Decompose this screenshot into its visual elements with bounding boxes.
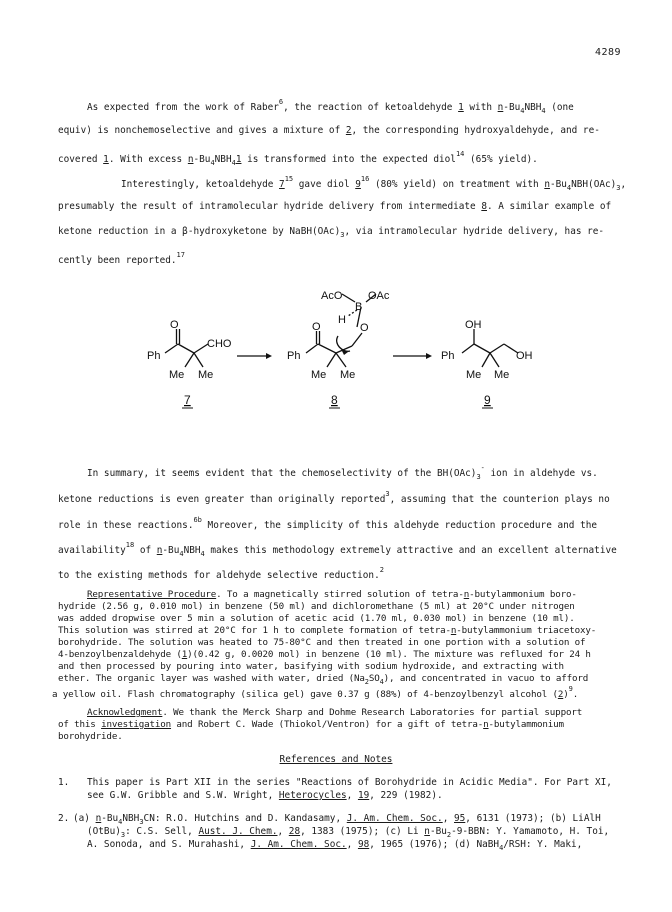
- text-line: see G.W. Gribble and S.W. Wright, Heterocycles, 19, 229 (1982).: [87, 790, 443, 801]
- text-line: role in these reactions.$^{6b}$ Moreover, the simplicity of this aldehyde reduction procedure and the: [58, 516, 598, 531]
- bond: [490, 353, 499, 367]
- bond: [474, 344, 490, 353]
- text-line: As expected from the work of Raber$^6$, the reaction of ketoaldehyde 1 with $n-Bu_4NBH_4$ (one: [87, 98, 574, 115]
- text-line: A. Sonoda, and S. Murahashi, J. Am. Chem. Soc., 98, 1965 (1976); (d) NaBH$_4$/RSH: Y. Maki,: [87, 839, 583, 852]
- bond: [336, 353, 346, 367]
- bond: [194, 344, 208, 353]
- bond: [178, 344, 194, 353]
- arrowhead: [266, 353, 272, 359]
- reference-number: 2.: [58, 813, 70, 824]
- text-line: borohydride.: [58, 731, 123, 742]
- phenyl-label: Ph: [287, 350, 301, 362]
- text-line: ketone reductions is even greater than originally reported$^3$, assuming that the counterion plays no: [58, 490, 610, 505]
- hydroxyl-label: OH: [465, 319, 482, 331]
- bond: [482, 353, 490, 367]
- bond: [327, 353, 336, 367]
- page-number: 4289: [595, 47, 622, 58]
- boron-label: B: [355, 301, 363, 313]
- compound-label-9: 9: [484, 393, 491, 407]
- text-line: 4-benzoylbenzaldehyde (1)(0.42 g, 0.0020 mol) in benzene (10 ml). The mixture was refluxed for 24 h: [58, 649, 591, 660]
- methyl-label: Me: [466, 369, 482, 381]
- bond: [318, 344, 336, 353]
- text-line: and then processed by pouring into water, basifying with sodium hydroxide, and extracting with: [58, 661, 564, 672]
- arrowhead: [426, 353, 432, 359]
- oxygen-label: O: [170, 319, 179, 331]
- bond: [194, 353, 203, 367]
- text-line: Interestingly, ketoaldehyde $7^{15}$ gave diol $9^{16}$ (80% yield) on treatment with $n-Bu_4NBH(OAc)_3$,: [121, 175, 627, 192]
- text-line: This solution was stirred at 20°C for 1 h to complete formation of tetra-n-butylammonium triacetoxy-: [58, 625, 597, 636]
- text-line: This paper is Part XII in the series "Reactions of Borohydride in Acidic Media". For Part XI,: [87, 777, 612, 788]
- phenyl-label: Ph: [147, 350, 161, 362]
- text-line: Representative Procedure. To a magnetically stirred solution of tetra-n-butylammonium boro-: [87, 589, 577, 600]
- text-line: ether. The organic layer was washed with water, dried $(Na_2SO_4)$, and concentrated in vacuo to afford: [58, 673, 589, 686]
- hydride-arrow: [337, 336, 350, 351]
- references-heading: References and Notes: [279, 754, 393, 765]
- methyl-label: Me: [169, 369, 185, 381]
- reaction-scheme: [0, 0, 672, 440]
- text-line: equiv) is nonchemoselective and gives a mixture of 2, the corresponding hydroxyaldehyde, and re-: [58, 125, 600, 136]
- text-line: a yellow oil. Flash chromatography (silica gel) gave 0.37 g (88%) of 4-benzoylbenzyl alcohol $(2)^9$.: [52, 685, 579, 700]
- aldehyde-label: CHO: [207, 338, 232, 350]
- text-line: borohydride. The solution was heated to 75-80°C and then treated in one portion with a solution of: [58, 637, 586, 648]
- reference-number: 1.: [58, 777, 70, 788]
- bond: [306, 344, 318, 353]
- methyl-label: Me: [340, 369, 356, 381]
- methyl-label: Me: [311, 369, 327, 381]
- hydride-label: H: [338, 314, 346, 326]
- text-line: covered 1. With excess $n-Bu_4NBH_41$ is transformed into the expected diol$^{14}$ (65% yield).: [58, 150, 538, 167]
- bond: [490, 344, 504, 353]
- bond: [462, 344, 474, 353]
- text-line: $(OtBu)_3$: C.S. Sell, Aust. J. Chem., 28, 1383 (1975); (c) Li $n-Bu_2-9$-BBN: Y. Yamamoto, H. Toi,: [87, 826, 610, 839]
- text-line: hydride (2.56 g, 0.010 mol) in benzene (50 ml) and dichloromethane (5 ml) at 20°C under nitrogen: [58, 601, 575, 612]
- phenyl-label: Ph: [441, 350, 455, 362]
- acetoxy-label: OAc: [368, 290, 390, 302]
- text-line: cently been reported.$^{17}$: [58, 251, 185, 266]
- bond: [352, 333, 362, 346]
- text-line: was added dropwise over 5 min a solution of acetic acid (1.70 ml, 0.030 mol) in benzene (10 ml).: [58, 613, 575, 624]
- hydroxyl-label: OH: [516, 350, 533, 362]
- compound-label-8: 8: [331, 393, 338, 407]
- bond: [342, 294, 355, 302]
- text-line: (a) $n-Bu_4NBH_3CN$: R.O. Hutchins and D. Kandasamy, J. Am. Chem. Soc., 95, 6131 (1973); (b) LiAlH: [73, 813, 601, 826]
- text-line: Acknowledgment. We thank the Merck Sharp and Dohme Research Laboratories for partial support: [87, 707, 583, 718]
- text-line: of this investigation and Robert C. Wade (Thiokol/Ventron) for a gift of tetra-n-butylammonium: [58, 719, 564, 730]
- text-line: presumably the result of intramolecular hydride delivery from intermediate 8. A similar example of: [58, 201, 612, 212]
- methyl-label: Me: [198, 369, 214, 381]
- bond: [165, 344, 178, 353]
- procedure-title: Representative Procedure: [87, 589, 217, 600]
- text-line: ketone reduction in a β-hydroxyketone by $NaBH(OAc)_3$, via intramolecular hydride delivery, has re-: [58, 226, 605, 239]
- acknowledgment-title: Acknowledgment: [87, 707, 163, 718]
- methyl-label: Me: [494, 369, 510, 381]
- oxygen-label: O: [312, 321, 321, 333]
- acetoxy-label: AcO: [321, 290, 343, 302]
- text-line: availability$^{18}$ of $n-Bu_4NBH_4$ makes this methodology extremely attractive and an excellent alternative: [58, 541, 617, 558]
- text-line: to the existing methods for aldehyde selective reduction.$^2$: [58, 566, 384, 581]
- text-line: In summary, it seems evident that the chemoselectivity of the $BH(OAc)_3^-$ ion in aldehyde vs.: [87, 464, 598, 481]
- compound-label-7: 7: [184, 393, 191, 407]
- oxygen-label: O: [360, 322, 369, 334]
- bond: [185, 353, 194, 367]
